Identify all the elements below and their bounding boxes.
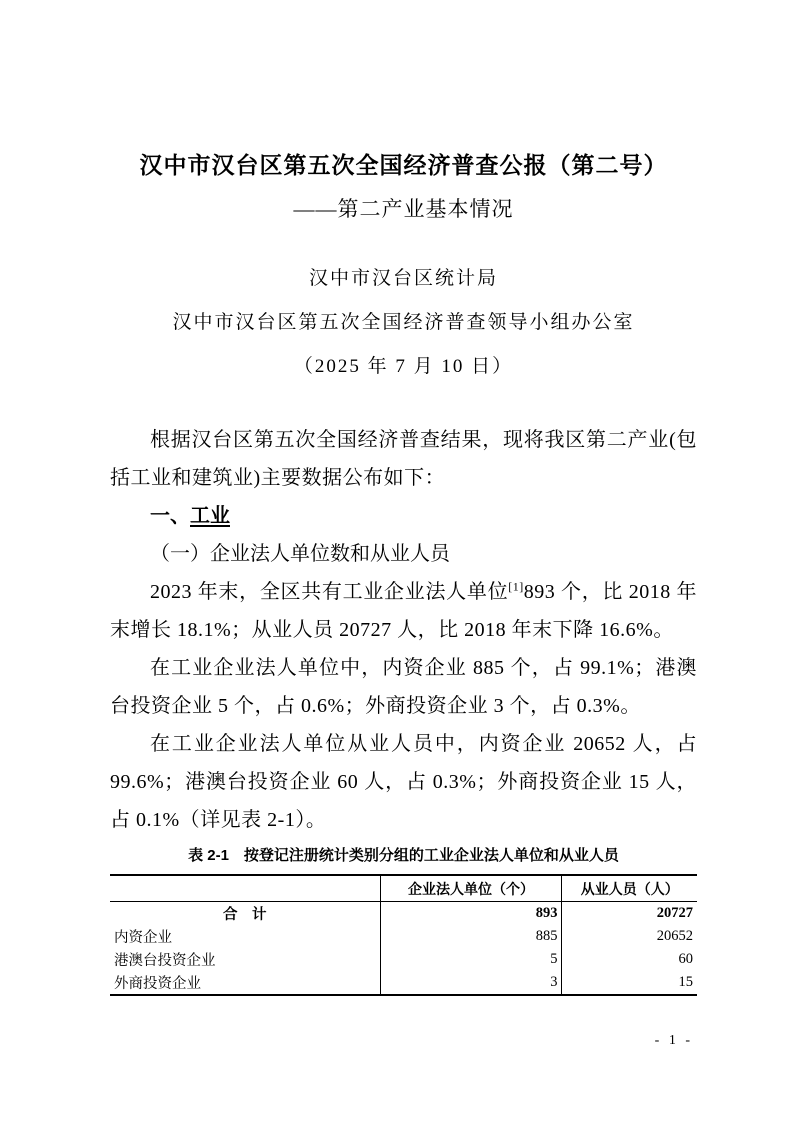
table-2-1-block: [110, 845, 697, 996]
paragraph-employees-breakdown: 在工业企业法人单位从业人员中，内资企业 20652 人，占 99.6%；港澳台投资企业 60 人，占 0.3%；外商投资企业 15 人，占 0.1%（详见表 2-1）。: [110, 733, 697, 831]
column-header-category: [110, 875, 380, 902]
table-row-total: [110, 902, 697, 926]
document-title: 汉中市汉台区第五次全国经济普查公报（第二号）: [139, 152, 668, 178]
intro-paragraph: 根据汉台区第五次全国经济普查结果，现将我区第二产业(包括工业和建筑业)主要数据公布如下：: [110, 429, 697, 489]
cell-legal-units: 3: [380, 971, 562, 995]
issuer-census-office: 汉中市汉台区第五次全国经济普查领导小组办公室: [172, 312, 635, 333]
issuer-block: [110, 257, 697, 389]
document-body: [110, 421, 697, 839]
row-label: 内资企业: [114, 930, 172, 946]
document-subtitle: ——第二产业基本情况: [293, 197, 514, 221]
section-number: 一、: [150, 505, 190, 527]
table-row-domestic: [110, 925, 697, 948]
subsection-heading-units-employees: （一）企业法人单位数和从业人员: [150, 543, 450, 565]
column-header-legal-units: 企业法人单位（个）: [380, 875, 562, 902]
section-heading-industry: [110, 497, 697, 535]
section-title-underlined: 工业: [190, 505, 230, 527]
paragraph-unit-counts: [110, 573, 697, 649]
cell-employees: 15: [562, 971, 697, 995]
table-row-hk-macao-taiwan: [110, 948, 697, 971]
table-header-row: [110, 875, 697, 902]
paragraph-text: 2023 年末，全区共有工业企业法人单位: [150, 581, 509, 603]
cell-legal-units: 885: [380, 925, 562, 948]
table-title: 表 2-1 按登记注册统计类别分组的工业企业法人单位和从业人员: [188, 847, 619, 864]
page-number: - 1 -: [654, 1033, 693, 1048]
cell-legal-units: 5: [380, 948, 562, 971]
registration-type-table: [110, 874, 697, 996]
cell-employees: 20652: [562, 925, 697, 948]
cell-employees: 60: [562, 948, 697, 971]
issuer-statistics-bureau: 汉中市汉台区统计局: [308, 268, 498, 289]
paragraph-legal-units-breakdown: 在工业企业法人单位中，内资企业 885 个，占 99.1%；港澳台投资企业 5 个，占 0.6%；外商投资企业 3 个，占 0.3%。: [110, 657, 697, 717]
column-header-employees: 从业人员（人）: [562, 875, 697, 902]
cell-legal-units: 893: [380, 902, 562, 926]
footnote-reference: [1]: [508, 579, 524, 594]
publish-date: （2025 年 7 月 10 日）: [293, 356, 514, 377]
row-label: 合 计: [223, 907, 267, 923]
row-label: 港澳台投资企业: [114, 953, 216, 969]
row-label: 外商投资企业: [114, 976, 201, 992]
cell-employees: 20727: [562, 902, 697, 926]
table-row-foreign: [110, 971, 697, 995]
paragraph-text: 893 个，比 2018 年末增长 18.1%；从业人员 20727 人，比 2018 年末下降 16.6%。: [110, 581, 698, 641]
